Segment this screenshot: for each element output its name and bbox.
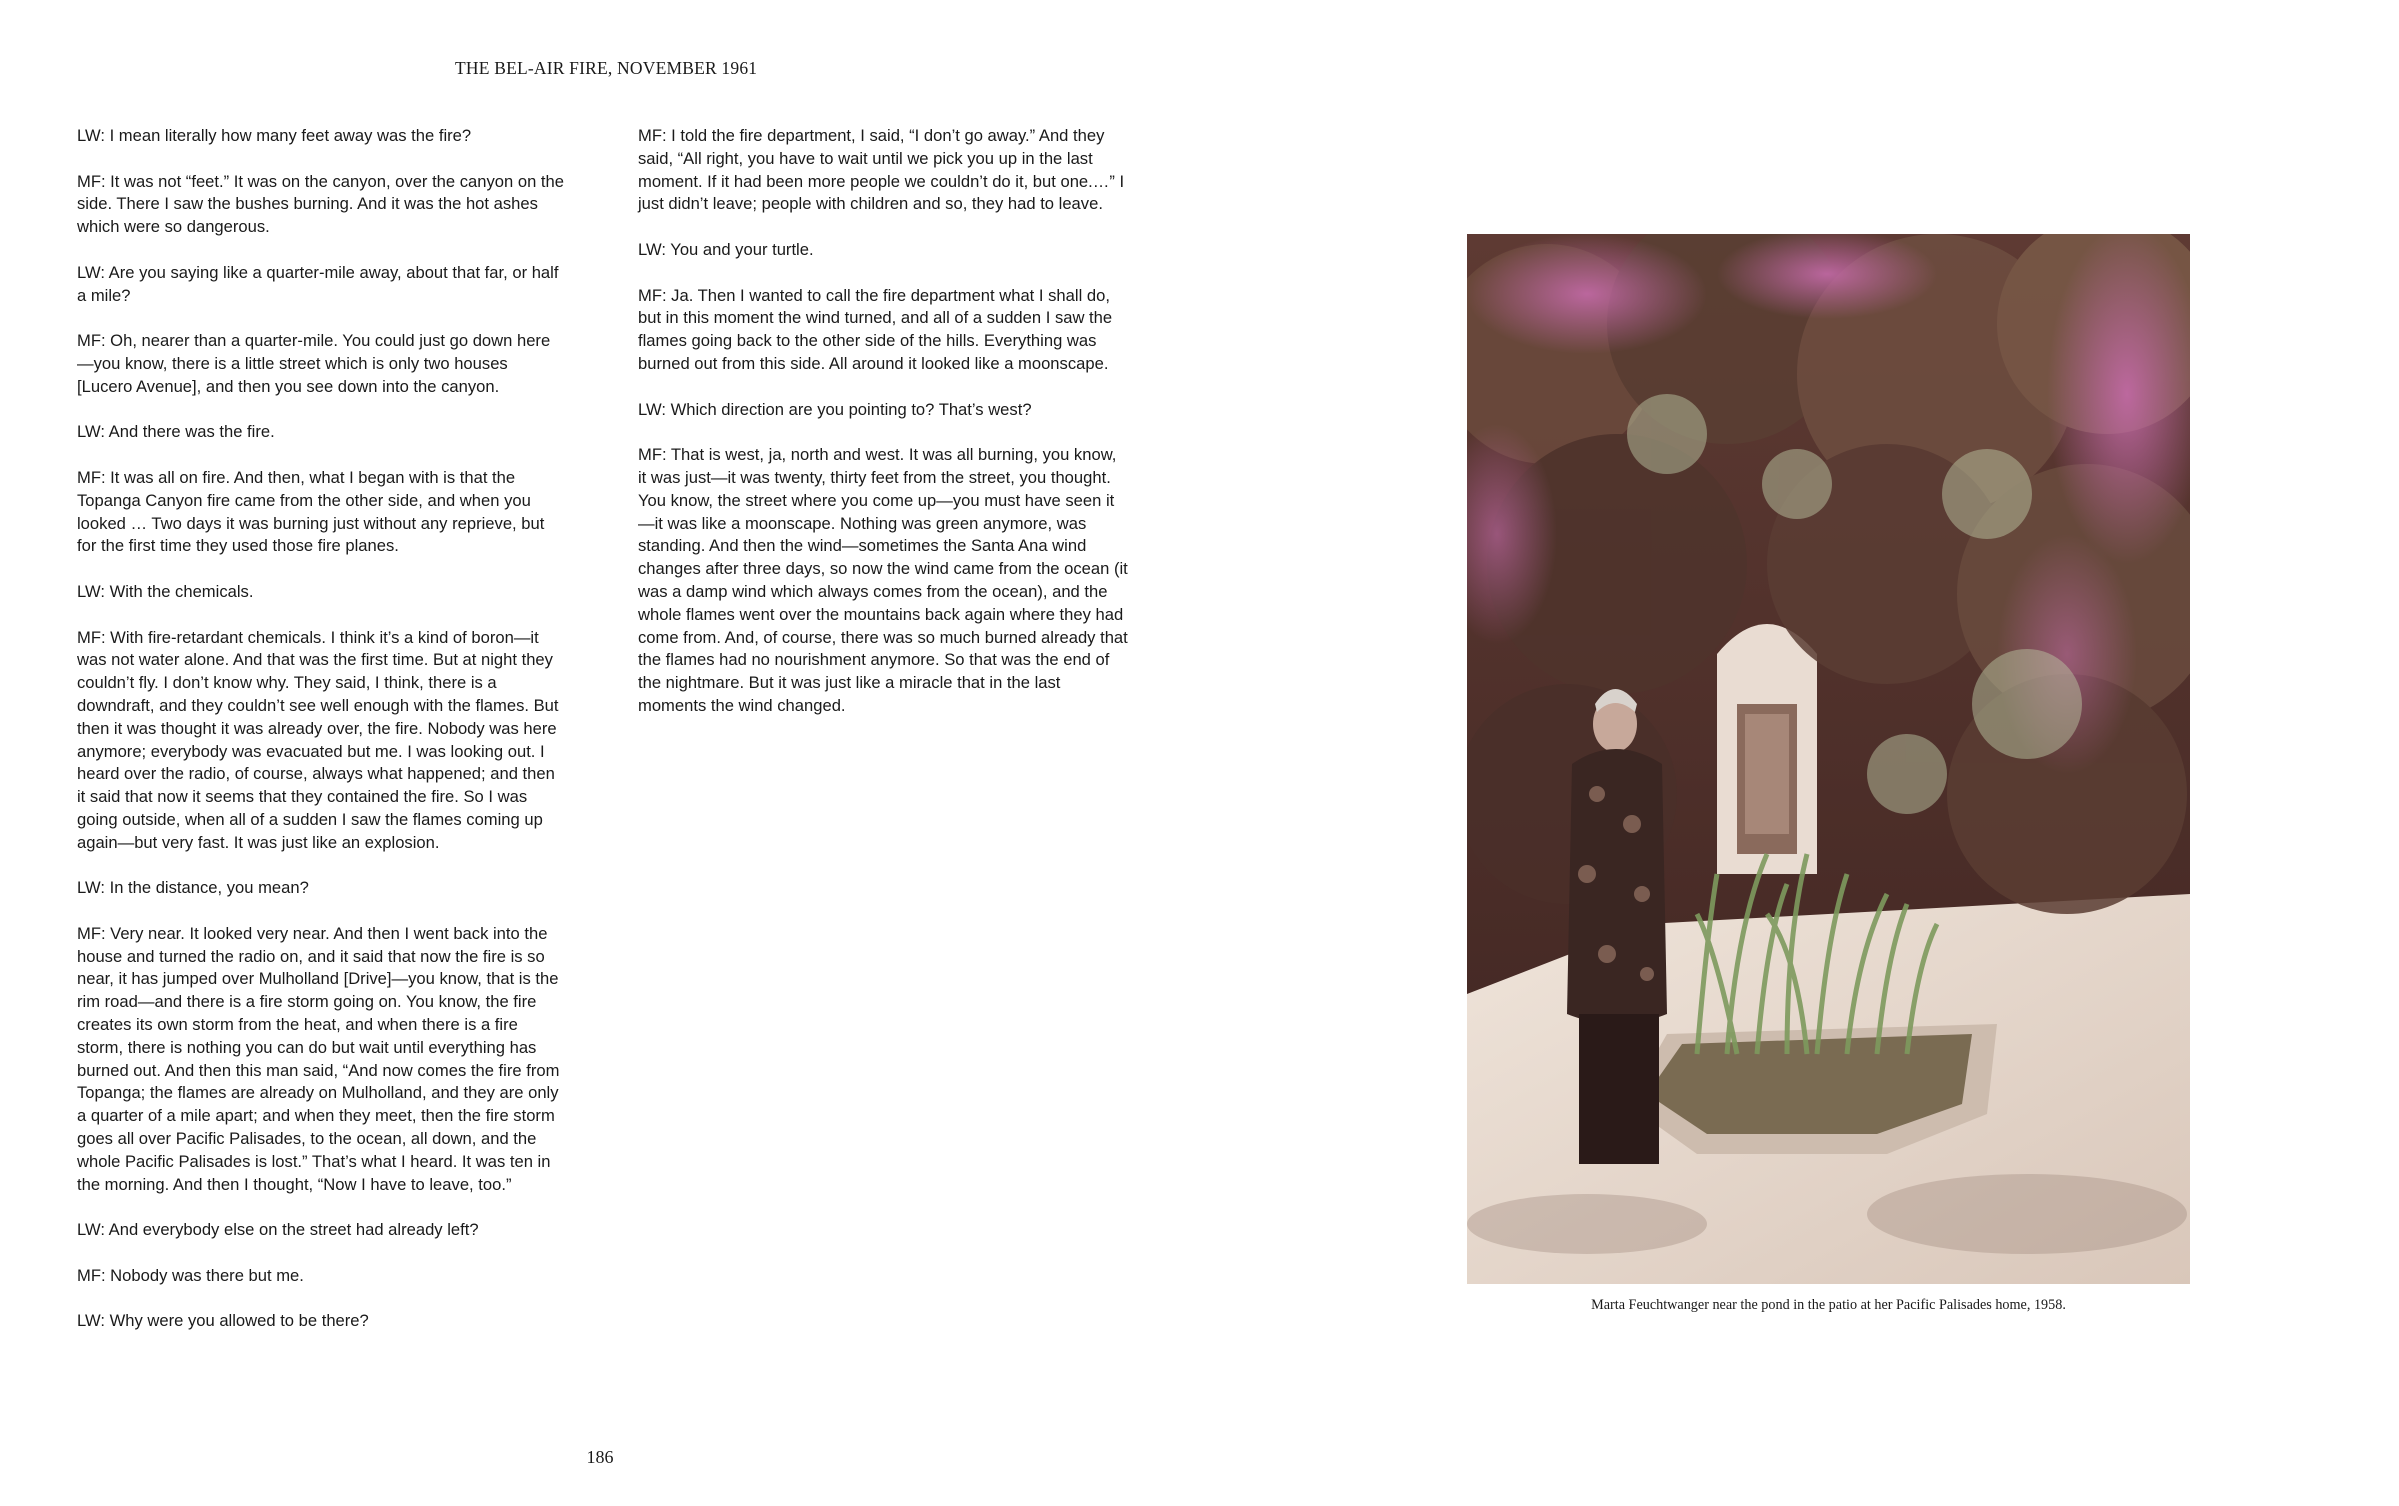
paragraph: MF: It was not “feet.” It was on the canyon, over the canyon on the side. There I saw the bushes burning. And it was the hot ashes which were so dangerous. — [77, 171, 565, 237]
paragraph: MF: With fire-retardant chemicals. I think it’s a kind of boron—it was not water alone. And that was the first time. But at night they couldn’t fly. I don’t know why. They said, I think, there is a downdraft, and they couldn’t see well enough with the flames. But then it was thought it was already over, the fire. Nobody was here anymore; everybody was evacuated but me. I was looking out. I heard over the radio, of course, always what happened; and then it said that now it seems that they contained the fire. So I was going outside, when all of a sudden I saw the flames coming up again—but very fast. It was just like an explosion. — [77, 627, 559, 852]
paragraph: MF: Very near. It looked very near. And then I went back into the house and turned the radio on, and it said that now the fire is so near, it has jumped over Mulholland [Drive]—you know, that is the rim road—and there is a fire storm going on. You know, the fire creates its own storm from the heat, and when there is a fire storm, there is nothing you can do but wait until everything has burned out. And then this man said, “And now comes the fire from Topanga; the flames are already on Mulholland, and they are only a quarter of a mile apart; and when they meet, then the fire storm goes all over Pacific Palisades, to the ocean, all down, and the whole Pacific Palisades is lost.” That’s what I heard. It was ten in the morning. And then I thought, “Now I have to leave, too.” — [77, 923, 560, 1194]
paragraph: MF: That is west, ja, north and west. It was all burning, you know, it was just—it was twenty, thirty feet from the street, you thought. You know, the street where you come up—you must have seen it—it was like a moonscape. Nothing was green anymore, was standing. And then the wind—sometimes the Santa Ana wind changes after three days, so now the wind came from the ocean (it was a damp wind which always comes from the ocean), and the whole flames went over the mountains back again where they had come from. And, of course, there was so much burned already that the flames had no nourishment anymore. So that was the end of the nightmare. But it was just like a miracle that in the last moments the wind changed. — [638, 445, 1128, 715]
photo-caption: Marta Feuchtwanger near the pond in the patio at her Pacific Palisades home, 1958. — [1591, 1297, 2066, 1313]
paragraph: LW: Which direction are you pointing to? That’s west? — [638, 399, 1032, 419]
paragraph: LW: Why were you allowed to be there? — [77, 1311, 369, 1331]
right-text-column — [638, 125, 1128, 741]
paragraph: LW: I mean literally how many feet away was the fire? — [77, 126, 472, 145]
page-number: 186 — [586, 1447, 614, 1467]
paragraph: MF: Oh, nearer than a quarter-mile. You could just go down here—you know, there is a little street which is only two houses [Lucero Avenue], and then you see down into the canyon. — [77, 331, 551, 396]
paragraph: LW: Are you saying like a quarter-mile away, about that far, or half a mile? — [77, 262, 559, 305]
photograph-rendering — [1467, 234, 2190, 1284]
paragraph: LW: And there was the fire. — [77, 422, 275, 442]
paragraph: LW: And everybody else on the street had already left? — [77, 1220, 479, 1240]
patio-photograph — [1467, 234, 2190, 1284]
paragraph: LW: In the distance, you mean? — [77, 878, 309, 898]
running-head: THE BEL-AIR FIRE, NOVEMBER 1961 — [455, 58, 758, 78]
paragraph: LW: You and your turtle. — [638, 239, 814, 259]
paragraph: MF: Ja. Then I wanted to call the fire department what I shall do, but in this moment the wind turned, and all of a sudden I saw the flames going back to the other side of the hills. Everything was burned out from this side. All around it looked like a moonscape. — [638, 285, 1113, 373]
left-text-column — [77, 125, 565, 1356]
paragraph: MF: It was all on fire. And then, what I began with is that the Topanga Canyon fire came from the other side, and when you looked … Two days it was burning just without any reprieve, but for the first time they used those fire planes. — [77, 467, 545, 556]
paragraph: MF: I told the fire department, I said, “I don’t go away.” And they said, “All right, you have to wait until we pick you up in the last moment. If it had been more people we couldn’t do it, but one.…” I just didn’t leave; people with children and so, they had to leave. — [638, 126, 1125, 214]
paragraph: LW: With the chemicals. — [77, 581, 254, 601]
paragraph: MF: Nobody was there but me. — [77, 1265, 304, 1285]
